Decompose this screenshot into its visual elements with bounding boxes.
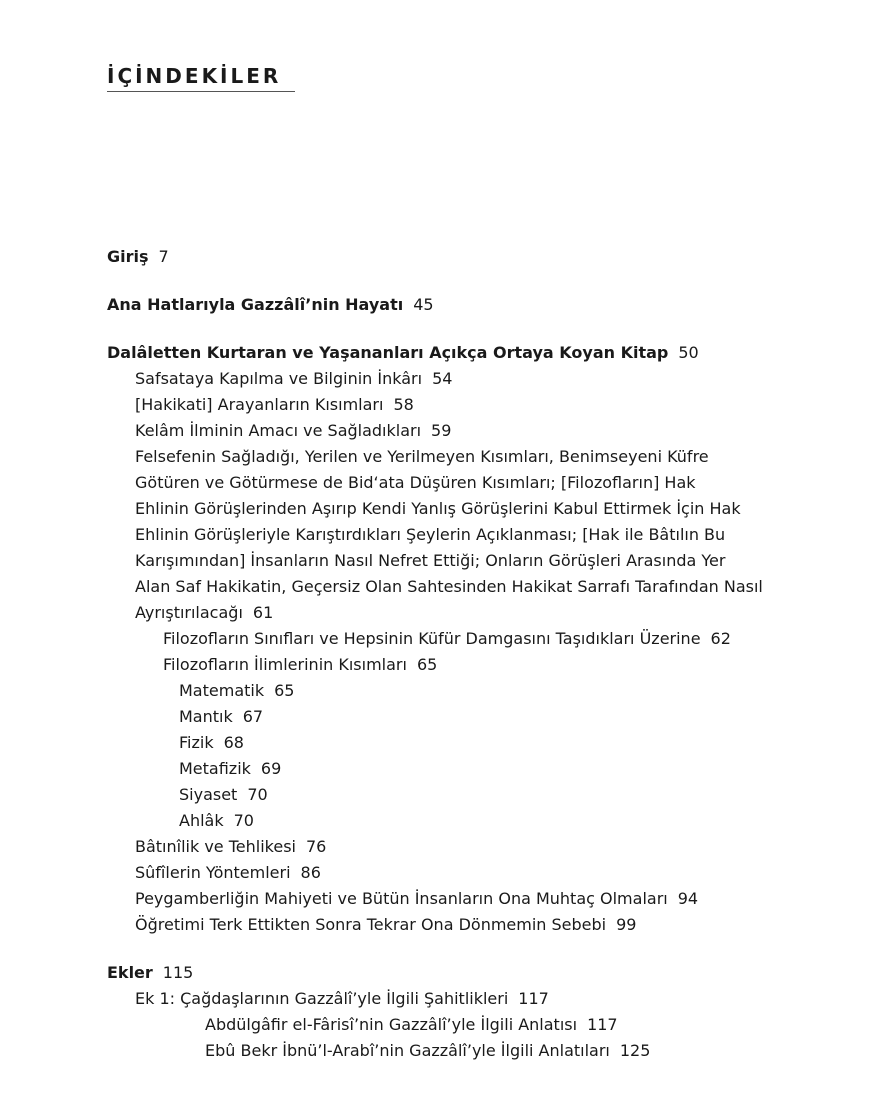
toc-page-number: 59 xyxy=(431,421,452,440)
toc-entry-label: Abdülgâfir el-Fârisî’nin Gazzâlî’yle İlgili Anlatısı xyxy=(205,1015,578,1034)
toc-page-number: 125 xyxy=(619,1041,651,1060)
toc-entry-label: Safsataya Kapılma ve Bilginin İnkârı xyxy=(135,369,423,388)
toc-entry-fizik xyxy=(107,730,767,756)
toc-entry-ebubekr xyxy=(107,1038,767,1064)
toc-entry-siyaset xyxy=(107,782,767,808)
toc-entry-label: Ahlâk xyxy=(179,811,224,830)
toc-entry-felsefe-line-6: Alan Saf Hakikatin, Geçersiz Olan Sahtesinden Hakikat Sarrafı Tarafından Nasıl xyxy=(135,577,763,596)
toc-entry-ahlak xyxy=(107,808,767,834)
toc-entry-kitap xyxy=(107,340,767,366)
toc-entry-label: Ekler xyxy=(107,963,153,982)
toc-entry-hayati xyxy=(107,292,767,318)
toc-entry-arayanlar xyxy=(107,392,767,418)
toc-entry-label: Ebû Bekr İbnü’l-Arabî’nin Gazzâlî’yle İlgili Anlatıları xyxy=(205,1041,610,1060)
toc-entry-ogretim xyxy=(107,912,767,938)
toc-page-number: 69 xyxy=(260,759,282,778)
toc-entry-label: Metafizik xyxy=(179,759,251,778)
toc-page-number: 45 xyxy=(413,295,434,314)
toc-page-number: 99 xyxy=(616,915,637,934)
toc-entry-ek1 xyxy=(107,986,767,1012)
toc-entry-felsefe-line-4: Ehlinin Görüşleriyle Karıştırdıkları Şeylerin Açıklanması; [Hak ile Bâtılın Bu xyxy=(135,525,726,544)
toc-entry-metafizik xyxy=(107,756,767,782)
toc-entry-label: Öğretimi Terk Ettikten Sonra Tekrar Ona Dönmemin Sebebi xyxy=(135,915,607,934)
toc-entry-label: [Hakikati] Arayanların Kısımları xyxy=(135,395,384,414)
table-of-contents xyxy=(107,244,767,1064)
toc-entry-ekler xyxy=(107,960,767,986)
toc-entry-ilimler xyxy=(107,652,767,678)
toc-page-number: 54 xyxy=(432,369,453,388)
toc-entry-label: Filozofların Sınıfları ve Hepsinin Küfür Damgasını Taşıdıkları Üzerine xyxy=(163,629,701,648)
toc-page-number: 65 xyxy=(274,681,295,700)
toc-entry-batinilik xyxy=(107,834,767,860)
toc-entry-felsefe-line-7 xyxy=(107,600,767,626)
toc-entry-matematik xyxy=(107,678,767,704)
toc-entry-label: Ana Hatlarıyla Gazzâlî’nin Hayatı xyxy=(107,295,404,314)
toc-page-number: 61 xyxy=(252,603,274,622)
toc-entry-label: Dalâletten Kurtaran ve Yaşananları Açıkça Ortaya Koyan Kitap xyxy=(107,343,669,362)
toc-entry-label: Kelâm İlminin Amacı ve Sağladıkları xyxy=(135,421,422,440)
toc-entry-siniflar xyxy=(107,626,767,652)
toc-page-number: 70 xyxy=(233,811,254,830)
toc-entry-felsefe-line-2: Götüren ve Götürmese de Bid‘ata Düşüren Kısımları; [Filozofların] Hak xyxy=(135,473,696,492)
toc-entry-label: Ayrıştırılacağı xyxy=(135,603,243,622)
toc-page-number: 94 xyxy=(677,889,699,908)
toc-page-number: 7 xyxy=(158,247,169,266)
toc-entry-label: Siyaset xyxy=(179,785,238,804)
toc-entry-label: Giriş xyxy=(107,247,149,266)
toc-entry-safsata xyxy=(107,366,767,392)
toc-entry-abdulgafir xyxy=(107,1012,767,1038)
toc-page-number: 67 xyxy=(242,707,264,726)
toc-entry-giris xyxy=(107,244,767,270)
toc-entry-felsefe-line-1: Felsefenin Sağladığı, Yerilen ve Yerilmeyen Kısımları, Benimseyeni Küfre xyxy=(135,447,709,466)
toc-page-number: 117 xyxy=(587,1015,618,1034)
toc-page-number: 117 xyxy=(518,989,549,1008)
toc-entry-peygamberlik xyxy=(107,886,767,912)
toc-entry-label: Matematik xyxy=(179,681,265,700)
toc-page-number: 58 xyxy=(393,395,414,414)
toc-entry-label: Ek 1: Çağdaşlarının Gazzâlî’yle İlgili Şahitlikleri xyxy=(135,989,509,1008)
toc-entry-kelam xyxy=(107,418,767,444)
toc-entry-label: Peygamberliğin Mahiyeti ve Bütün İnsanların Ona Muhtaç Olmaları xyxy=(135,889,668,908)
toc-page-number: 70 xyxy=(247,785,268,804)
toc-entry-label: Filozofların İlimlerinin Kısımları xyxy=(163,655,407,674)
toc-page-number: 86 xyxy=(300,863,321,882)
toc-entry-sufiler xyxy=(107,860,767,886)
toc-page-number: 76 xyxy=(305,837,327,856)
page-title: İÇİNDEKİLER xyxy=(107,64,295,92)
toc-entry-mantik xyxy=(107,704,767,730)
toc-entry-label: Mantık xyxy=(179,707,233,726)
toc-entry-felsefe-line-5: Karışımından] İnsanların Nasıl Nefret Ettiği; Onların Görüşleri Arasında Yer xyxy=(135,551,726,570)
toc-page-number: 50 xyxy=(678,343,699,362)
toc-entry-felsefe-line-3: Ehlinin Görüşlerinden Aşırıp Kendi Yanlış Görüşlerini Kabul Ettirmek İçin Hak xyxy=(135,499,741,518)
toc-page-number: 115 xyxy=(162,963,194,982)
toc-page-number: 65 xyxy=(416,655,438,674)
toc-entry-label: Fizik xyxy=(179,733,214,752)
toc-page-number: 62 xyxy=(710,629,731,648)
toc-entry-label: Bâtınîlik ve Tehlikesi xyxy=(135,837,296,856)
toc-entry-label: Sûfîlerin Yöntemleri xyxy=(135,863,291,882)
toc-page-number: 68 xyxy=(223,733,244,752)
